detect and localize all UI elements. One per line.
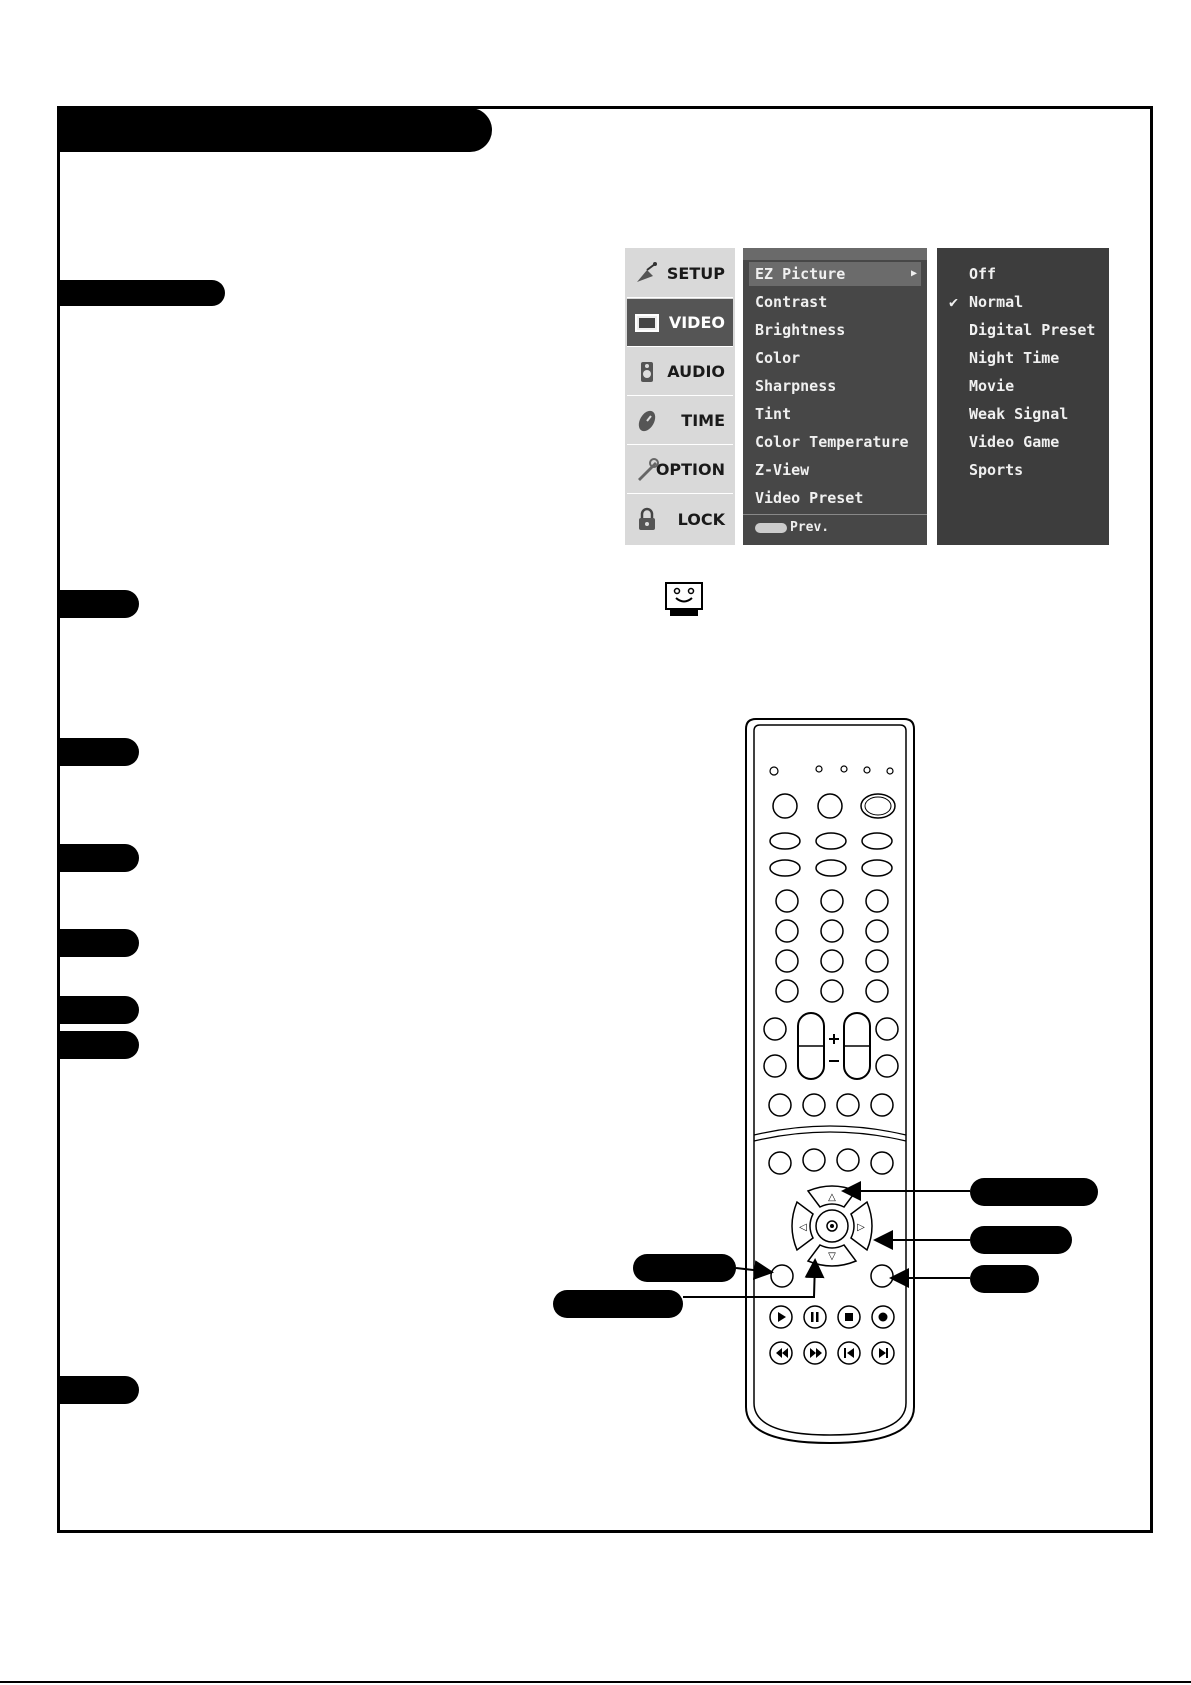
bottom-rule	[0, 1681, 1191, 1683]
osd-option-label: Normal	[969, 293, 1024, 311]
osd-category-label: TIME	[681, 411, 725, 430]
svg-text:◁: ◁	[799, 1222, 807, 1233]
osd-option-video-game: Video Game	[969, 433, 1060, 451]
osd-item-contrast: Contrast	[755, 293, 828, 311]
osd-category-label: VIDEO	[668, 313, 725, 332]
osd-option-weak-signal: Weak Signal	[969, 405, 1069, 423]
osd-prev-label: Prev.	[790, 520, 830, 535]
svg-text:▽: ▽	[828, 1251, 836, 1262]
osd-item-z-view: Z-View	[755, 461, 810, 479]
checkmark-icon: ✔	[949, 293, 959, 311]
osd-category-label: OPTION	[655, 460, 725, 479]
osd-item-sharpness: Sharpness	[755, 377, 837, 395]
osd-item-color: Color	[755, 349, 801, 367]
osd-option-night-time: Night Time	[969, 349, 1060, 367]
osd-category-label: LOCK	[677, 509, 725, 529]
osd-item-brightness: Brightness	[755, 321, 846, 339]
osd-option-off: Off	[969, 265, 997, 283]
osd-item-ez-picture: EZ Picture ▶	[749, 262, 921, 286]
osd-category-label: SETUP	[666, 264, 725, 283]
osd-option-sports: Sports	[969, 461, 1024, 479]
osd-option-digital-preset: Digital Preset	[969, 321, 1096, 339]
osd-item-video-preset: Video Preset	[755, 489, 864, 507]
svg-text:▷: ▷	[857, 1222, 865, 1233]
svg-text:△: △	[828, 1192, 836, 1203]
osd-option-movie: Movie	[969, 377, 1015, 395]
osd-item-color-temperature: Color Temperature	[755, 433, 909, 451]
osd-category-label: AUDIO	[667, 362, 725, 381]
osd-item-tint: Tint	[755, 405, 792, 423]
